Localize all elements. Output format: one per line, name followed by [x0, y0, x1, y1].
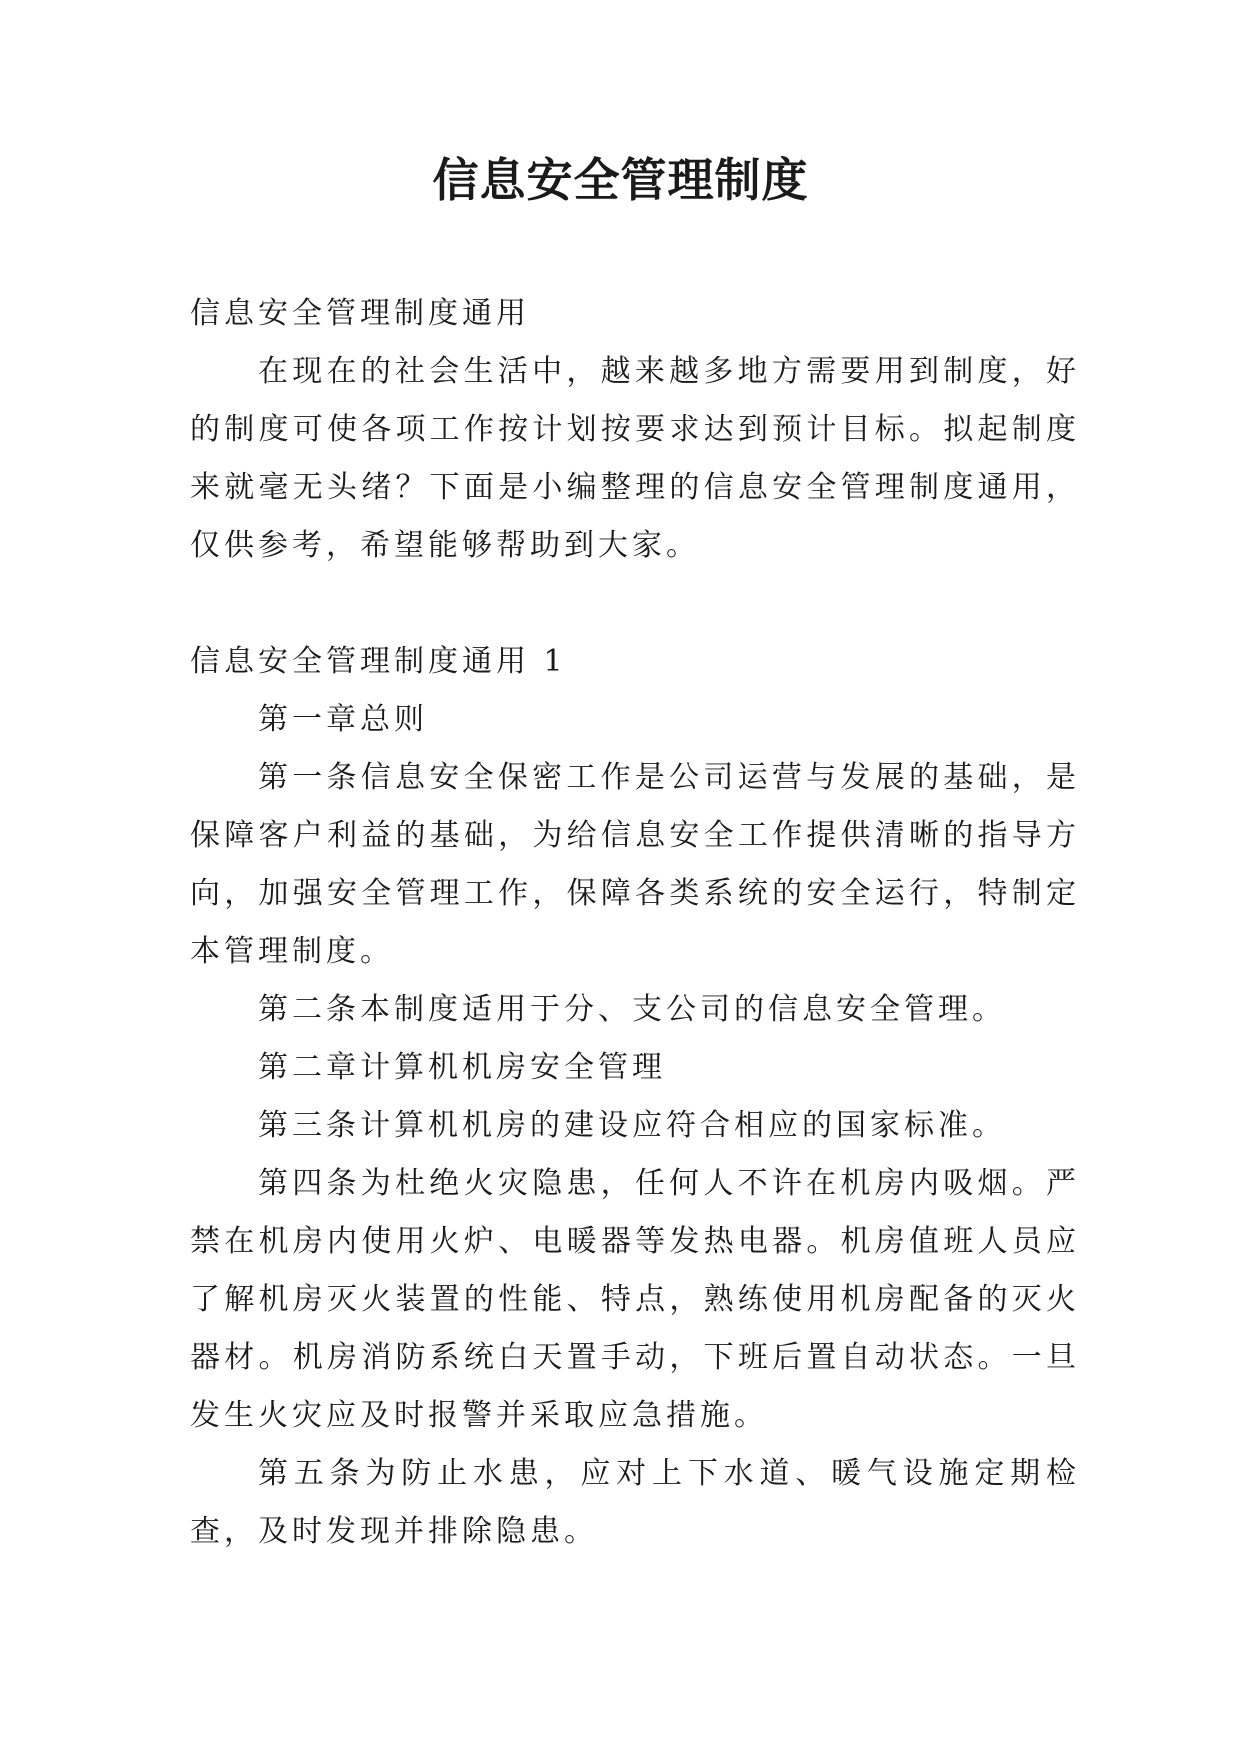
document-subtitle: 信息安全管理制度通用	[190, 296, 530, 331]
intro-paragraph: 在现在的社会生活中，越来越多地方需要用到制度，好的制度可使各项工作按计划按要求达到预计目标。拟起制度来就毫无头绪？下面是小编整理的信息安全管理制度通用，仅供参考，希望能够帮助到大家。	[190, 354, 1080, 563]
article-4: 第四条为杜绝火灾隐患，任何人不许在机房内吸烟。严禁在机房内使用火炉、电暖器等发热电器。机房值班人员应了解机房灭火装置的性能、特点，熟练使用机房配备的灭火器材。机房消防系统白天置手动，下班后置自动状态。一旦发生火灾应及时报警并采取应急措施。	[190, 1166, 1080, 1433]
document-body	[190, 285, 1080, 1561]
article-3: 第三条计算机机房的建设应符合相应的国家标准。	[258, 1108, 1006, 1143]
chapter-heading-machine-room: 第二章计算机机房安全管理	[258, 1050, 666, 1085]
article-5: 第五条为防止水患，应对上下水道、暖气设施定期检查，及时发现并排除隐患。	[190, 1456, 1080, 1549]
article-2: 第二条本制度适用于分、支公司的信息安全管理。	[258, 992, 1006, 1027]
section-heading: 信息安全管理制度通用 1	[190, 644, 567, 679]
chapter-heading-general: 第一章总则	[258, 702, 428, 737]
paragraph-gap	[190, 575, 1080, 633]
document-title: 信息安全管理制度	[432, 153, 809, 207]
article-1: 第一条信息安全保密工作是公司运营与发展的基础，是保障客户利益的基础，为给信息安全工作提供清晰的指导方向，加强安全管理工作，保障各类系统的安全运行，特制定本管理制度。	[190, 760, 1080, 969]
